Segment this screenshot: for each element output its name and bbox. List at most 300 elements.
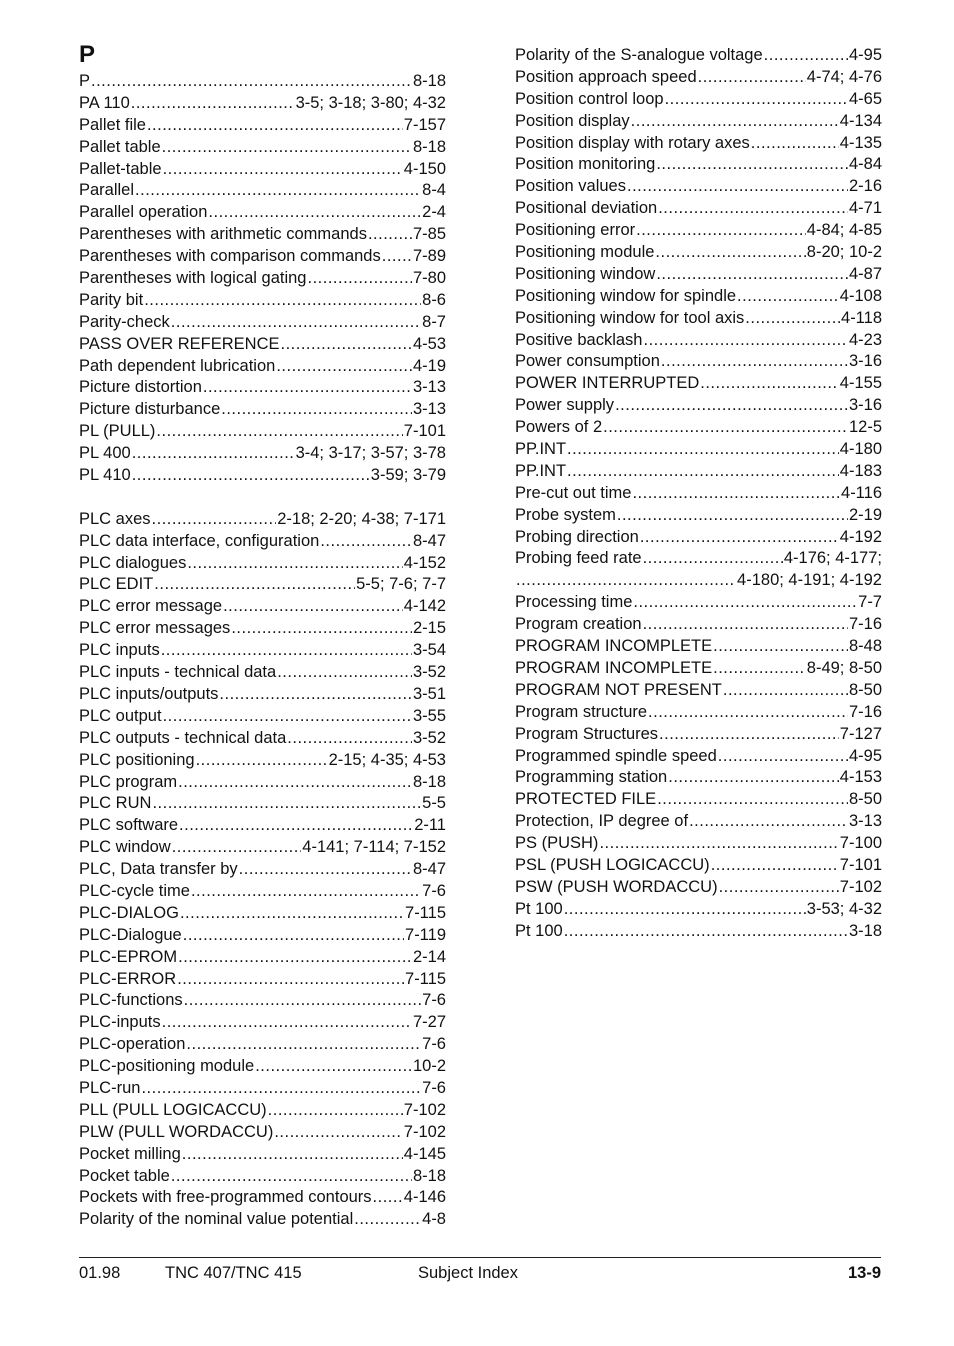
index-page-refs: 7-101: [403, 422, 446, 441]
index-entry: [79, 531, 446, 553]
index-entry: [79, 421, 446, 443]
index-page-refs: 7-157: [403, 115, 446, 134]
index-term: Parallel: [79, 181, 135, 200]
index-page-refs: 7-115: [405, 903, 446, 922]
dot-leader: [186, 1034, 421, 1056]
index-entry: [515, 527, 882, 549]
index-entry: [515, 789, 882, 811]
dot-leader: [221, 399, 412, 421]
dot-leader: [745, 308, 840, 330]
index-page-refs: 8-48: [848, 637, 882, 656]
index-entry: [79, 574, 446, 596]
index-page-refs: 2-15: [412, 619, 446, 638]
index-entry: [79, 1100, 446, 1122]
dot-leader: [700, 373, 839, 395]
index-term: Programming station: [515, 768, 668, 787]
index-term: Position monitoring: [515, 155, 656, 174]
index-term: PROGRAM INCOMPLETE: [515, 658, 713, 677]
index-page-refs: 3-51: [412, 684, 446, 703]
dot-leader: [656, 264, 848, 286]
index-entry: [79, 137, 446, 159]
dot-leader: [172, 837, 302, 859]
dot-leader: [659, 724, 839, 746]
index-entry: [79, 312, 446, 334]
index-page-refs: 3-4; 3-17; 3-57; 3-78: [295, 444, 446, 463]
index-term: Positioning window for tool axis: [515, 308, 745, 327]
dot-leader: [239, 859, 412, 881]
index-term: PLC output: [79, 706, 162, 725]
index-term: PLC positioning: [79, 750, 195, 769]
index-term: POWER INTERRUPTED: [515, 374, 700, 393]
dot-leader: [178, 772, 412, 794]
dot-leader: [599, 833, 838, 855]
dot-leader: [141, 1078, 421, 1100]
index-page-refs: 8-18: [412, 772, 446, 791]
index-term: Parentheses with arithmetic commands: [79, 225, 367, 244]
index-term: Probing feed rate: [515, 549, 642, 568]
dot-leader: [567, 461, 839, 483]
index-page-refs: 7-102: [403, 1122, 446, 1141]
index-page-refs: 2-14: [412, 947, 446, 966]
index-page-refs: 7-100: [839, 834, 882, 853]
index-term: Pallet file: [79, 115, 146, 134]
dot-leader: [223, 596, 403, 618]
dot-leader: [156, 421, 402, 443]
index-page-refs: 8-18: [412, 1166, 446, 1185]
index-term: PLC inputs/outputs: [79, 684, 219, 703]
index-page-refs: 3-52: [412, 728, 446, 747]
index-term: PP.INT: [515, 461, 567, 480]
section-letter: P: [79, 41, 96, 68]
index-term: Polarity of the S-analogue voltage: [515, 46, 763, 64]
dot-leader: [689, 811, 848, 833]
index-term: Positional deviation: [515, 199, 658, 218]
index-entry: [515, 570, 882, 592]
index-entry: [515, 45, 882, 67]
index-term: Pockets with free-programmed contours: [79, 1188, 372, 1207]
index-entry: [79, 334, 446, 356]
index-page-refs: 7-85: [412, 225, 446, 244]
index-page-refs: 7-6: [422, 991, 446, 1010]
index-entry: [79, 1122, 446, 1144]
index-term: Processing time: [515, 593, 633, 612]
dot-leader: [564, 921, 848, 943]
dot-leader: [162, 137, 412, 159]
dot-leader: [567, 439, 839, 461]
index-entry: [515, 67, 882, 89]
dot-leader: [643, 614, 848, 636]
index-entry: [515, 636, 882, 658]
dot-leader: [615, 395, 848, 417]
dot-leader: [632, 483, 840, 505]
index-term: PL (PULL): [79, 422, 156, 441]
index-page-refs: 4-118: [841, 308, 882, 327]
dot-leader: [196, 750, 328, 772]
index-page-refs: 4-71: [848, 199, 882, 218]
index-page-refs: 3-13: [412, 400, 446, 419]
index-term: PS (PUSH): [515, 834, 599, 853]
index-entry: [79, 1144, 446, 1166]
index-entry: [79, 509, 446, 531]
index-entry: [515, 242, 882, 264]
index-entry: [515, 264, 882, 286]
footer-divider: [79, 1257, 881, 1258]
index-term: PLC EDIT: [79, 575, 154, 594]
footer-model: TNC 407/TNC 415: [165, 1264, 302, 1282]
index-page-refs: 5-5; 7-6; 7-7: [356, 575, 446, 594]
index-term: Picture disturbance: [79, 400, 221, 419]
index-page-refs: 7-115: [405, 969, 446, 988]
dot-leader: [655, 242, 805, 264]
index-entry: [79, 465, 446, 487]
dot-leader: [171, 312, 421, 334]
dot-leader: [183, 925, 404, 947]
index-page-refs: 2-4: [422, 203, 446, 222]
index-page-refs: 8-4: [422, 181, 446, 200]
index-term: PLC dialogues: [79, 553, 187, 572]
index-page-refs: 8-18: [412, 137, 446, 156]
index-entry: [515, 154, 882, 176]
index-term: Programmed spindle speed: [515, 746, 717, 765]
index-entry: [79, 202, 446, 224]
index-page-refs: 4-145: [403, 1144, 446, 1163]
dot-leader: [231, 618, 412, 640]
index-page-refs: 4-141; 7-114; 7-152: [302, 838, 446, 857]
index-term: Parentheses with comparison commands: [79, 247, 381, 266]
dot-leader: [255, 1056, 412, 1078]
index-entry: [79, 750, 446, 772]
index-page-refs: 5-5: [422, 794, 446, 813]
dot-leader: [718, 746, 848, 768]
dot-leader: [132, 443, 295, 465]
dot-leader: [177, 969, 404, 991]
index-term: Positioning window for spindle: [515, 286, 737, 305]
index-entry: [515, 680, 882, 702]
index-entry: [515, 351, 882, 373]
dot-leader: [636, 220, 806, 242]
index-term: Position control loop: [515, 89, 664, 108]
index-entry: [515, 330, 882, 352]
index-page-refs: 4-53: [412, 334, 446, 353]
index-term: Protection, IP degree of: [515, 812, 689, 831]
dot-leader: [368, 224, 412, 246]
index-page-refs: 7-7: [858, 593, 882, 612]
index-term: PLC inputs: [79, 641, 160, 660]
index-term: Pocket table: [79, 1166, 170, 1185]
index-page-refs: 7-16: [848, 615, 882, 634]
index-page-refs: 4-176; 4-177;: [783, 549, 882, 568]
dot-leader: [627, 176, 848, 198]
index-page-refs: 4-19: [412, 356, 446, 375]
index-page-refs: 4-84; 4-85: [806, 221, 882, 240]
index-term: PLC-cycle time: [79, 881, 190, 900]
index-term: Positioning error: [515, 221, 636, 240]
index-page-refs: 7-6: [422, 881, 446, 900]
dot-leader: [382, 246, 412, 268]
index-page-refs: 2-19: [848, 505, 882, 524]
index-page-refs: 8-49; 8-50: [806, 658, 882, 677]
index-term: Path dependent lubrication: [79, 356, 276, 375]
dot-leader: [751, 133, 839, 155]
dot-leader: [171, 1166, 412, 1188]
index-page-refs: 2-16: [848, 177, 882, 196]
index-page-refs: 12-5: [848, 418, 882, 437]
dot-leader: [135, 180, 421, 202]
dot-leader: [277, 662, 412, 684]
index-entry: [79, 180, 446, 202]
index-page-refs: 7-102: [403, 1100, 446, 1119]
dot-leader: [643, 330, 847, 352]
index-entry: [79, 1056, 446, 1078]
index-entry: [79, 640, 446, 662]
index-entry: [515, 111, 882, 133]
index-term: PLW (PULL WORDACCU): [79, 1122, 274, 1141]
index-term: Parallel operation: [79, 203, 208, 222]
index-entry: [79, 443, 446, 465]
index-entry: [79, 93, 446, 115]
index-entry: [515, 877, 882, 899]
dot-leader: [154, 574, 355, 596]
index-page-refs: 3-5; 3-18; 3-80; 4-32: [295, 93, 446, 112]
dot-leader: [281, 334, 412, 356]
index-term: PSW (PUSH WORDACCU): [515, 877, 718, 896]
dot-leader: [713, 636, 848, 658]
index-page-refs: 3-16: [848, 396, 882, 415]
index-entry: [79, 399, 446, 421]
dot-leader: [91, 71, 412, 93]
index-term: PROGRAM NOT PRESENT: [515, 680, 722, 699]
index-page-refs: 2-18; 2-20; 4-38; 7-171: [277, 509, 446, 528]
index-term: Powers of 2: [515, 418, 603, 437]
index-entry: [79, 837, 446, 859]
index-entry: [515, 176, 882, 198]
index-page-refs: 4-180: [839, 440, 882, 459]
index-entry: [515, 592, 882, 614]
index-term: PLC RUN: [79, 794, 152, 813]
index-term: PLC inputs - technical data: [79, 663, 277, 682]
index-term: Picture distortion: [79, 378, 202, 397]
index-entry: [79, 159, 446, 181]
dot-leader: [631, 111, 839, 133]
dot-leader: [764, 45, 848, 67]
index-page-refs: 8-20; 10-2: [806, 243, 882, 262]
index-page-refs: 4-108: [839, 286, 882, 305]
index-term: Power consumption: [515, 352, 660, 371]
index-term: PLC-EPROM: [79, 947, 178, 966]
dot-leader: [179, 815, 413, 837]
index-entry: [515, 658, 882, 680]
index-page-refs: 3-55: [412, 706, 446, 725]
index-page-refs: 4-152: [403, 553, 446, 572]
index-term: PL 410: [79, 466, 131, 485]
index-term: PASS OVER REFERENCE: [79, 334, 280, 353]
index-page-refs: 10-2: [412, 1057, 446, 1076]
index-term: PLC-run: [79, 1078, 141, 1097]
index-term: PLC error messages: [79, 619, 231, 638]
index-entry: [79, 1187, 446, 1209]
dot-leader: [178, 947, 412, 969]
index-term: Program structure: [515, 702, 648, 721]
index-term: Position approach speed: [515, 67, 697, 86]
dot-leader: [182, 1144, 403, 1166]
index-page-refs: 7-127: [839, 724, 882, 743]
index-entry: [79, 596, 446, 618]
index-entry: [515, 89, 882, 111]
index-term: Position values: [515, 177, 626, 196]
dot-leader: [713, 658, 806, 680]
index-entry: [515, 220, 882, 242]
index-page-refs: 7-102: [839, 877, 882, 896]
dot-leader: [698, 67, 806, 89]
index-entry: [79, 1166, 446, 1188]
index-entry: [79, 684, 446, 706]
index-page-refs: 3-18: [848, 921, 882, 940]
dot-leader: [203, 377, 412, 399]
index-entry: [79, 71, 446, 93]
index-entry: [79, 618, 446, 640]
index-entry: [515, 702, 882, 724]
index-entry: [515, 198, 882, 220]
index-term: Pt 100: [515, 899, 563, 918]
dot-leader: [603, 417, 848, 439]
index-entry: [515, 899, 882, 921]
index-page-refs: 4-192: [839, 527, 882, 546]
index-page-refs: 4-95: [848, 746, 882, 765]
index-entry: [515, 439, 882, 461]
index-column-right: [515, 45, 882, 943]
dot-leader: [661, 351, 848, 373]
index-entry: [79, 859, 446, 881]
index-term: PLC-ERROR: [79, 969, 177, 988]
index-term: PLC-DIALOG: [79, 903, 179, 922]
index-page-refs: 3-54: [412, 641, 446, 660]
index-entry: [79, 268, 446, 290]
index-entry: [79, 903, 446, 925]
index-page-refs: 7-80: [412, 269, 446, 288]
index-entry: [515, 417, 882, 439]
index-entry: [515, 548, 882, 570]
dot-leader: [723, 680, 848, 702]
index-term: Position display with rotary axes: [515, 133, 750, 152]
index-term: Pallet-table: [79, 159, 162, 178]
index-entry: [515, 767, 882, 789]
index-page-refs: 2-11: [414, 816, 446, 835]
index-term: PLC-positioning module: [79, 1057, 255, 1076]
index-entry: [79, 662, 446, 684]
index-entry: [79, 925, 446, 947]
dot-leader: [633, 592, 857, 614]
index-entry: [79, 881, 446, 903]
dot-leader: [184, 990, 422, 1012]
dot-leader: [163, 706, 412, 728]
index-term: PL 400: [79, 444, 131, 463]
dot-leader: [268, 1100, 403, 1122]
dot-leader: [665, 89, 848, 111]
dot-leader: [354, 1209, 421, 1231]
index-page-refs: 4-183: [839, 461, 882, 480]
index-term: Position display: [515, 111, 630, 130]
index-page-refs: 4-150: [403, 159, 446, 178]
index-term: P: [79, 72, 91, 90]
index-term: PA 110: [79, 93, 130, 112]
dot-leader: [564, 899, 806, 921]
index-page-refs: 3-13: [848, 812, 882, 831]
dot-leader: [191, 881, 421, 903]
index-entry: [515, 855, 882, 877]
index-page-refs: 3-52: [412, 663, 446, 682]
dot-leader: [147, 115, 403, 137]
index-term: Program Structures: [515, 724, 659, 743]
index-term: Probing direction: [515, 527, 639, 546]
index-column-left: [79, 71, 446, 1231]
index-term: PLC-operation: [79, 1035, 186, 1054]
dot-leader: [162, 1012, 412, 1034]
index-entry: [79, 553, 446, 575]
index-page-refs: 4-146: [403, 1188, 446, 1207]
index-entry: [79, 772, 446, 794]
index-page-refs: 8-47: [412, 860, 446, 879]
dot-leader: [737, 286, 839, 308]
index-page-refs: 8-18: [412, 72, 446, 90]
index-term: PLC window: [79, 838, 171, 857]
index-term: PLC-Dialogue: [79, 925, 182, 944]
index-term: PSL (PUSH LOGICACCU): [515, 855, 710, 874]
dot-leader: [187, 553, 402, 575]
index-entry: [79, 969, 446, 991]
index-term: PLL (PULL LOGICACCU): [79, 1100, 267, 1119]
dot-leader: [640, 527, 839, 549]
index-entry: [79, 356, 446, 378]
index-term: Positioning module: [515, 243, 655, 262]
index-entry: [515, 483, 882, 505]
dot-leader: [648, 702, 848, 724]
index-page-refs: 4-74; 4-76: [806, 67, 882, 86]
index-page-refs: 7-16: [848, 702, 882, 721]
dot-leader: [657, 789, 848, 811]
index-term: Parentheses with logical gating: [79, 269, 307, 288]
dot-leader: [320, 531, 412, 553]
index-term: Program creation: [515, 615, 642, 634]
dot-leader: [617, 505, 848, 527]
index-entry: [515, 724, 882, 746]
index-page-refs: 8-50: [848, 680, 882, 699]
dot-leader: [152, 793, 421, 815]
index-term: PROGRAM INCOMPLETE: [515, 637, 713, 656]
dot-leader: [274, 1122, 402, 1144]
index-entry: [79, 246, 446, 268]
footer-page-number: 13-9: [847, 1264, 881, 1282]
index-page-refs: 4-23: [848, 330, 882, 349]
index-term: PLC axes: [79, 509, 151, 528]
index-entry: [79, 487, 446, 509]
index-page-refs: 4-87: [848, 264, 882, 283]
index-page-refs: 3-13: [412, 378, 446, 397]
dot-leader: [163, 159, 403, 181]
index-entry: [79, 947, 446, 969]
index-page-refs: 4-155: [839, 374, 882, 393]
footer-date: 01.98: [79, 1264, 121, 1282]
index-page-refs: 7-101: [839, 855, 882, 874]
index-entry: [79, 1034, 446, 1056]
index-term: PROTECTED FILE: [515, 790, 657, 809]
index-term: Polarity of the nominal value potential: [79, 1210, 354, 1229]
dot-leader: [180, 903, 404, 925]
dot-leader: [373, 1187, 403, 1209]
index-entry: [515, 614, 882, 636]
index-page-refs: 8-50: [848, 790, 882, 809]
dot-leader: [144, 290, 421, 312]
index-entry: [515, 811, 882, 833]
